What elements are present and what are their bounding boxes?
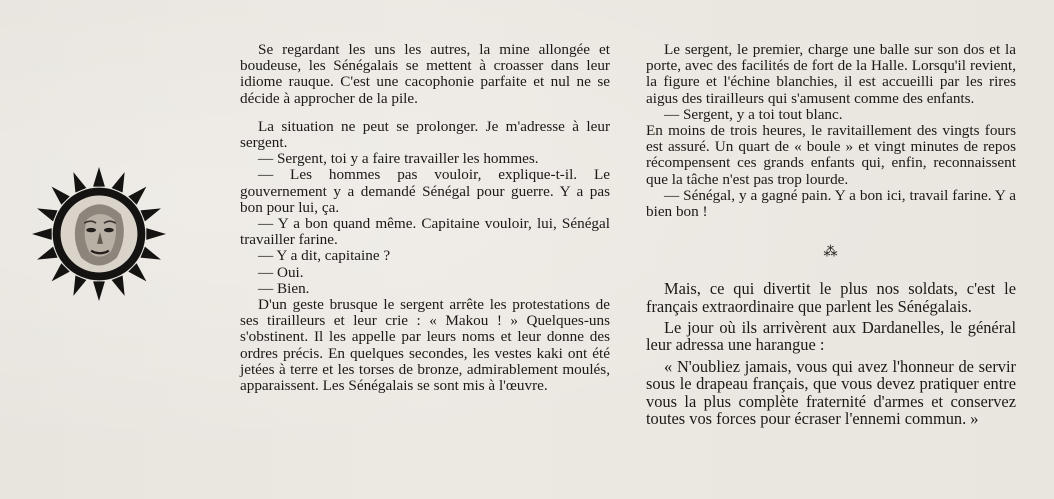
dialogue-line: — Sergent, y a toi tout blanc. xyxy=(664,105,843,123)
dialogue-line: — Les hommes pas vouloir, explique-t-il. Le gouvernement y a demandé Sénégal pour guerre. Y a pas bon pour lui, ça. xyxy=(240,166,610,216)
paragraph: Se regardant les uns les autres, la mine allongée et boudeuse, les Sénégalais se mettent à croasser dans leur idiome rauque. C'est une cacophonie parfaite et nul ne se décide à approcher de la pile. xyxy=(240,41,610,107)
section-break-asterism: ⁂ xyxy=(823,245,839,261)
dialogue-line: — Y a dit, capitaine ? xyxy=(258,247,391,265)
dialogue-line: — Y a bon quand même. Capitaine vouloir, lui, Sénégal travailler farine. xyxy=(240,215,610,249)
paragraph: En moins de trois heures, le ravitaillement des vingts fours est assuré. Un quart de « boule » et vingt minutes de repos récompensent ces grands enfants qui, enfin, reconnaissent que la tâche n'est pas trop lourde. xyxy=(646,122,1016,188)
paragraph: Le jour où ils arrivèrent aux Dardanelles, le général leur adressa une harangue : xyxy=(646,318,1016,355)
dialogue-line: — Sergent, toi y a faire travailler les hommes. xyxy=(258,150,539,168)
sun-face-icon xyxy=(30,165,168,303)
paragraph: La situation ne peut se prolonger. Je m'adresse à leur sergent. xyxy=(240,117,610,152)
right-text-column xyxy=(646,42,1016,427)
paragraph: Le sergent, le premier, charge une balle sur son dos et la porte, avec des facilités de fort de la Halle. Lorsqu'il revient, la figure et l'échine blanchies, il est accueilli par les rires aigus des tirailleurs qui s'amusent comme des enfants. xyxy=(646,41,1016,107)
paragraph: Mais, ce qui divertit le plus nos soldats, c'est le français extraordinaire que parlent les Sénégalais. xyxy=(646,279,1016,316)
dialogue-line: — Oui. xyxy=(258,263,304,281)
left-text-column xyxy=(240,42,610,394)
quoted-speech: « N'oubliez jamais, vous qui avez l'honneur de servir sous le drapeau français, que vous devez pratiquer entre vous la plus complète fraternité d'armes et conservez toutes vos forces pour écraser l'ennemi commun. » xyxy=(646,356,1016,429)
paragraph: D'un geste brusque le sergent arrête les protestations de ses tirailleurs et leur crie : « Makou ! » Quelques-uns s'obstinent. Il les appelle par leurs noms et leur donne des ordres précis. En quelques secondes, les vestes kaki ont été jetées à terre et les torses de bronze, admirablement moulés, apparaissent. Les Sénégalais se sont mis à l'œuvre. xyxy=(240,296,610,395)
dialogue-line: — Sénégal, y a gagné pain. Y a bon ici, travail farine. Y a bien bon ! xyxy=(646,186,1016,221)
dialogue-line: — Bien. xyxy=(258,279,310,297)
